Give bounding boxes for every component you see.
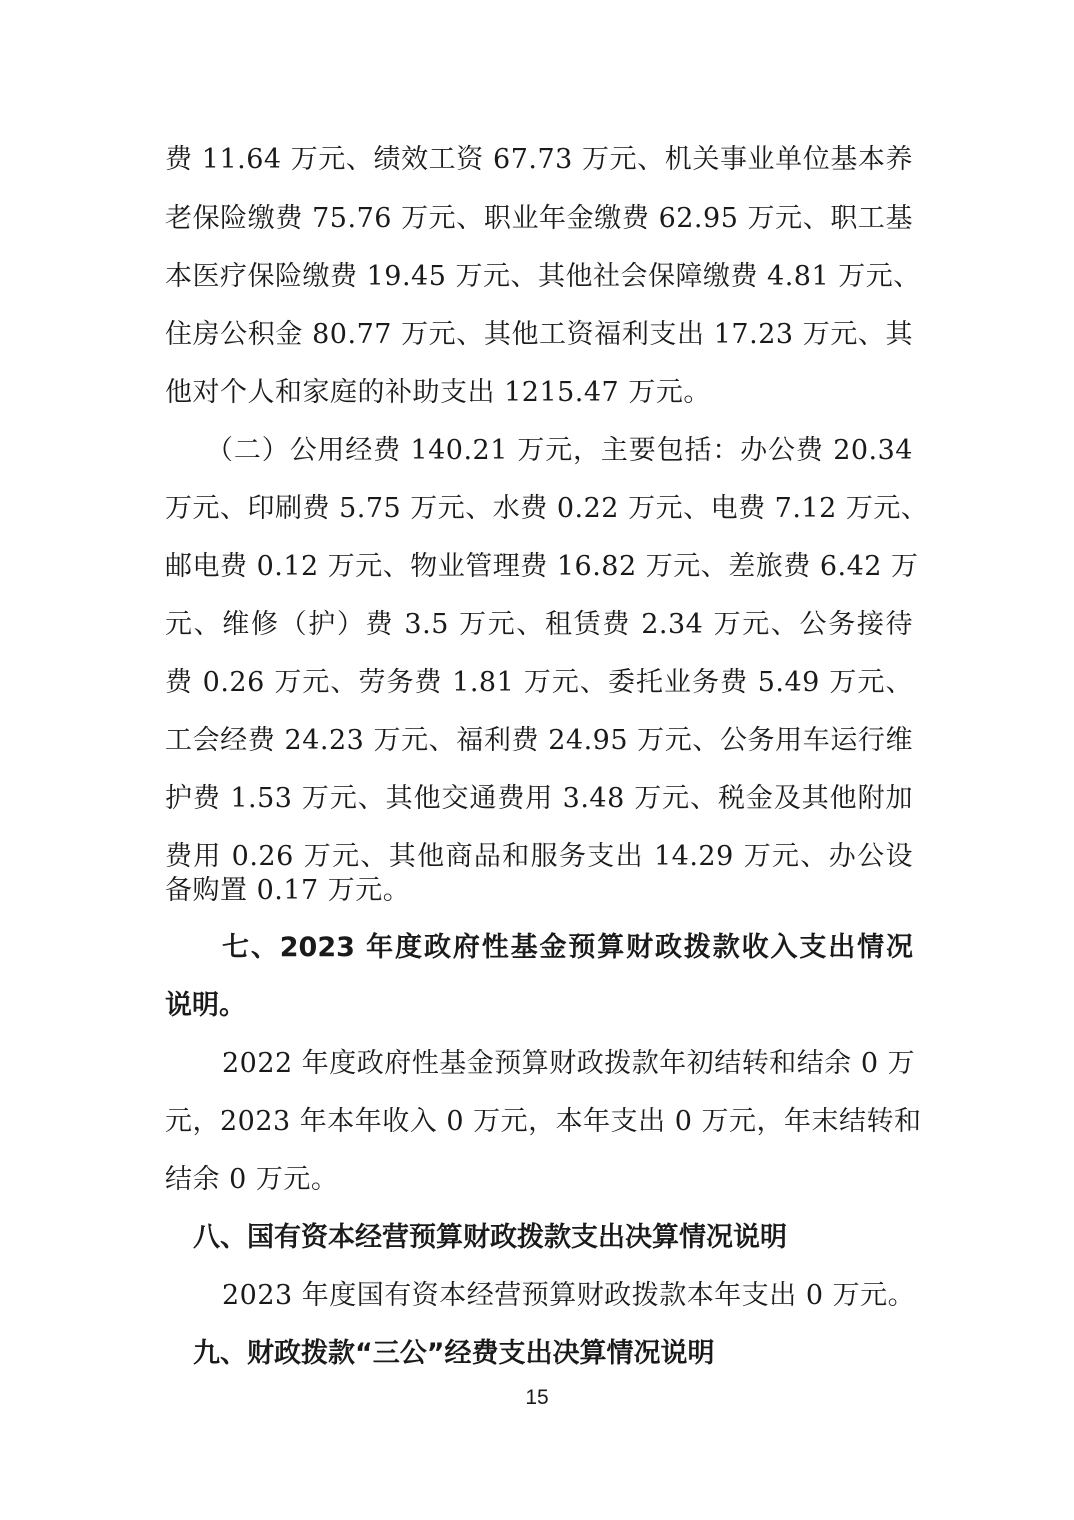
paragraph-2-line-6: 工会经费 24.23 万元、福利费 24.95 万元、公务用车运行维 — [165, 725, 913, 756]
paragraph-1-line-4: 住房公积金 80.77 万元、其他工资福利支出 17.23 万元、其 — [165, 319, 913, 350]
section-7-body-line-2: 元，2023 年本年收入 0 万元，本年支出 0 万元，年末结转和 — [165, 1106, 922, 1137]
paragraph-2-line-3: 邮电费 0.12 万元、物业管理费 16.82 万元、差旅费 6.42 万 — [165, 551, 919, 582]
paragraph-1-line-1: 费 11.64 万元、绩效工资 67.73 万元、机关事业单位基本养 — [165, 144, 913, 175]
paragraph-1-line-2: 老保险缴费 75.76 万元、职业年金缴费 62.95 万元、职工基 — [165, 203, 913, 234]
section-8-body: 2023 年度国有资本经营预算财政拨款本年支出 0 万元。 — [222, 1280, 916, 1311]
paragraph-2-line-8: 费用 0.26 万元、其他商品和服务支出 14.29 万元、办公设 — [165, 841, 913, 872]
section-7-body-line-1: 2022 年度政府性基金预算财政拨款年初结转和结余 0 万 — [222, 1048, 916, 1079]
paragraph-1-line-3: 本医疗保险缴费 19.45 万元、其他社会保障缴费 4.81 万元、 — [165, 261, 921, 292]
paragraph-2-line-4: 元、维修（护）费 3.5 万元、租赁费 2.34 万元、公务接待 — [165, 609, 913, 640]
paragraph-2-line-7: 护费 1.53 万元、其他交通费用 3.48 万元、税金及其他附加 — [165, 783, 913, 814]
paragraph-2-line-1: （二）公用经费 140.21 万元，主要包括：办公费 20.34 — [206, 435, 913, 466]
paragraph-1-line-5: 他对个人和家庭的补助支出 1215.47 万元。 — [165, 377, 711, 408]
paragraph-2-line-5: 费 0.26 万元、劳务费 1.81 万元、委托业务费 5.49 万元、 — [165, 667, 913, 698]
paragraph-2-line-2: 万元、印刷费 5.75 万元、水费 0.22 万元、电费 7.12 万元、 — [165, 493, 929, 524]
page-number: 15 — [525, 1386, 549, 1409]
paragraph-2-line-9: 备购置 0.17 万元。 — [165, 875, 411, 906]
section-8-heading: 八、国有资本经营预算财政拨款支出决算情况说明 — [193, 1222, 787, 1253]
section-7-body-line-3: 结余 0 万元。 — [165, 1164, 339, 1195]
section-7-heading-line-2: 说明。 — [165, 990, 246, 1021]
section-9-heading: 九、财政拨款“三公”经费支出决算情况说明 — [193, 1338, 715, 1369]
section-7-heading-line-1: 七、2023 年度政府性基金预算财政拨款收入支出情况 — [222, 932, 913, 963]
